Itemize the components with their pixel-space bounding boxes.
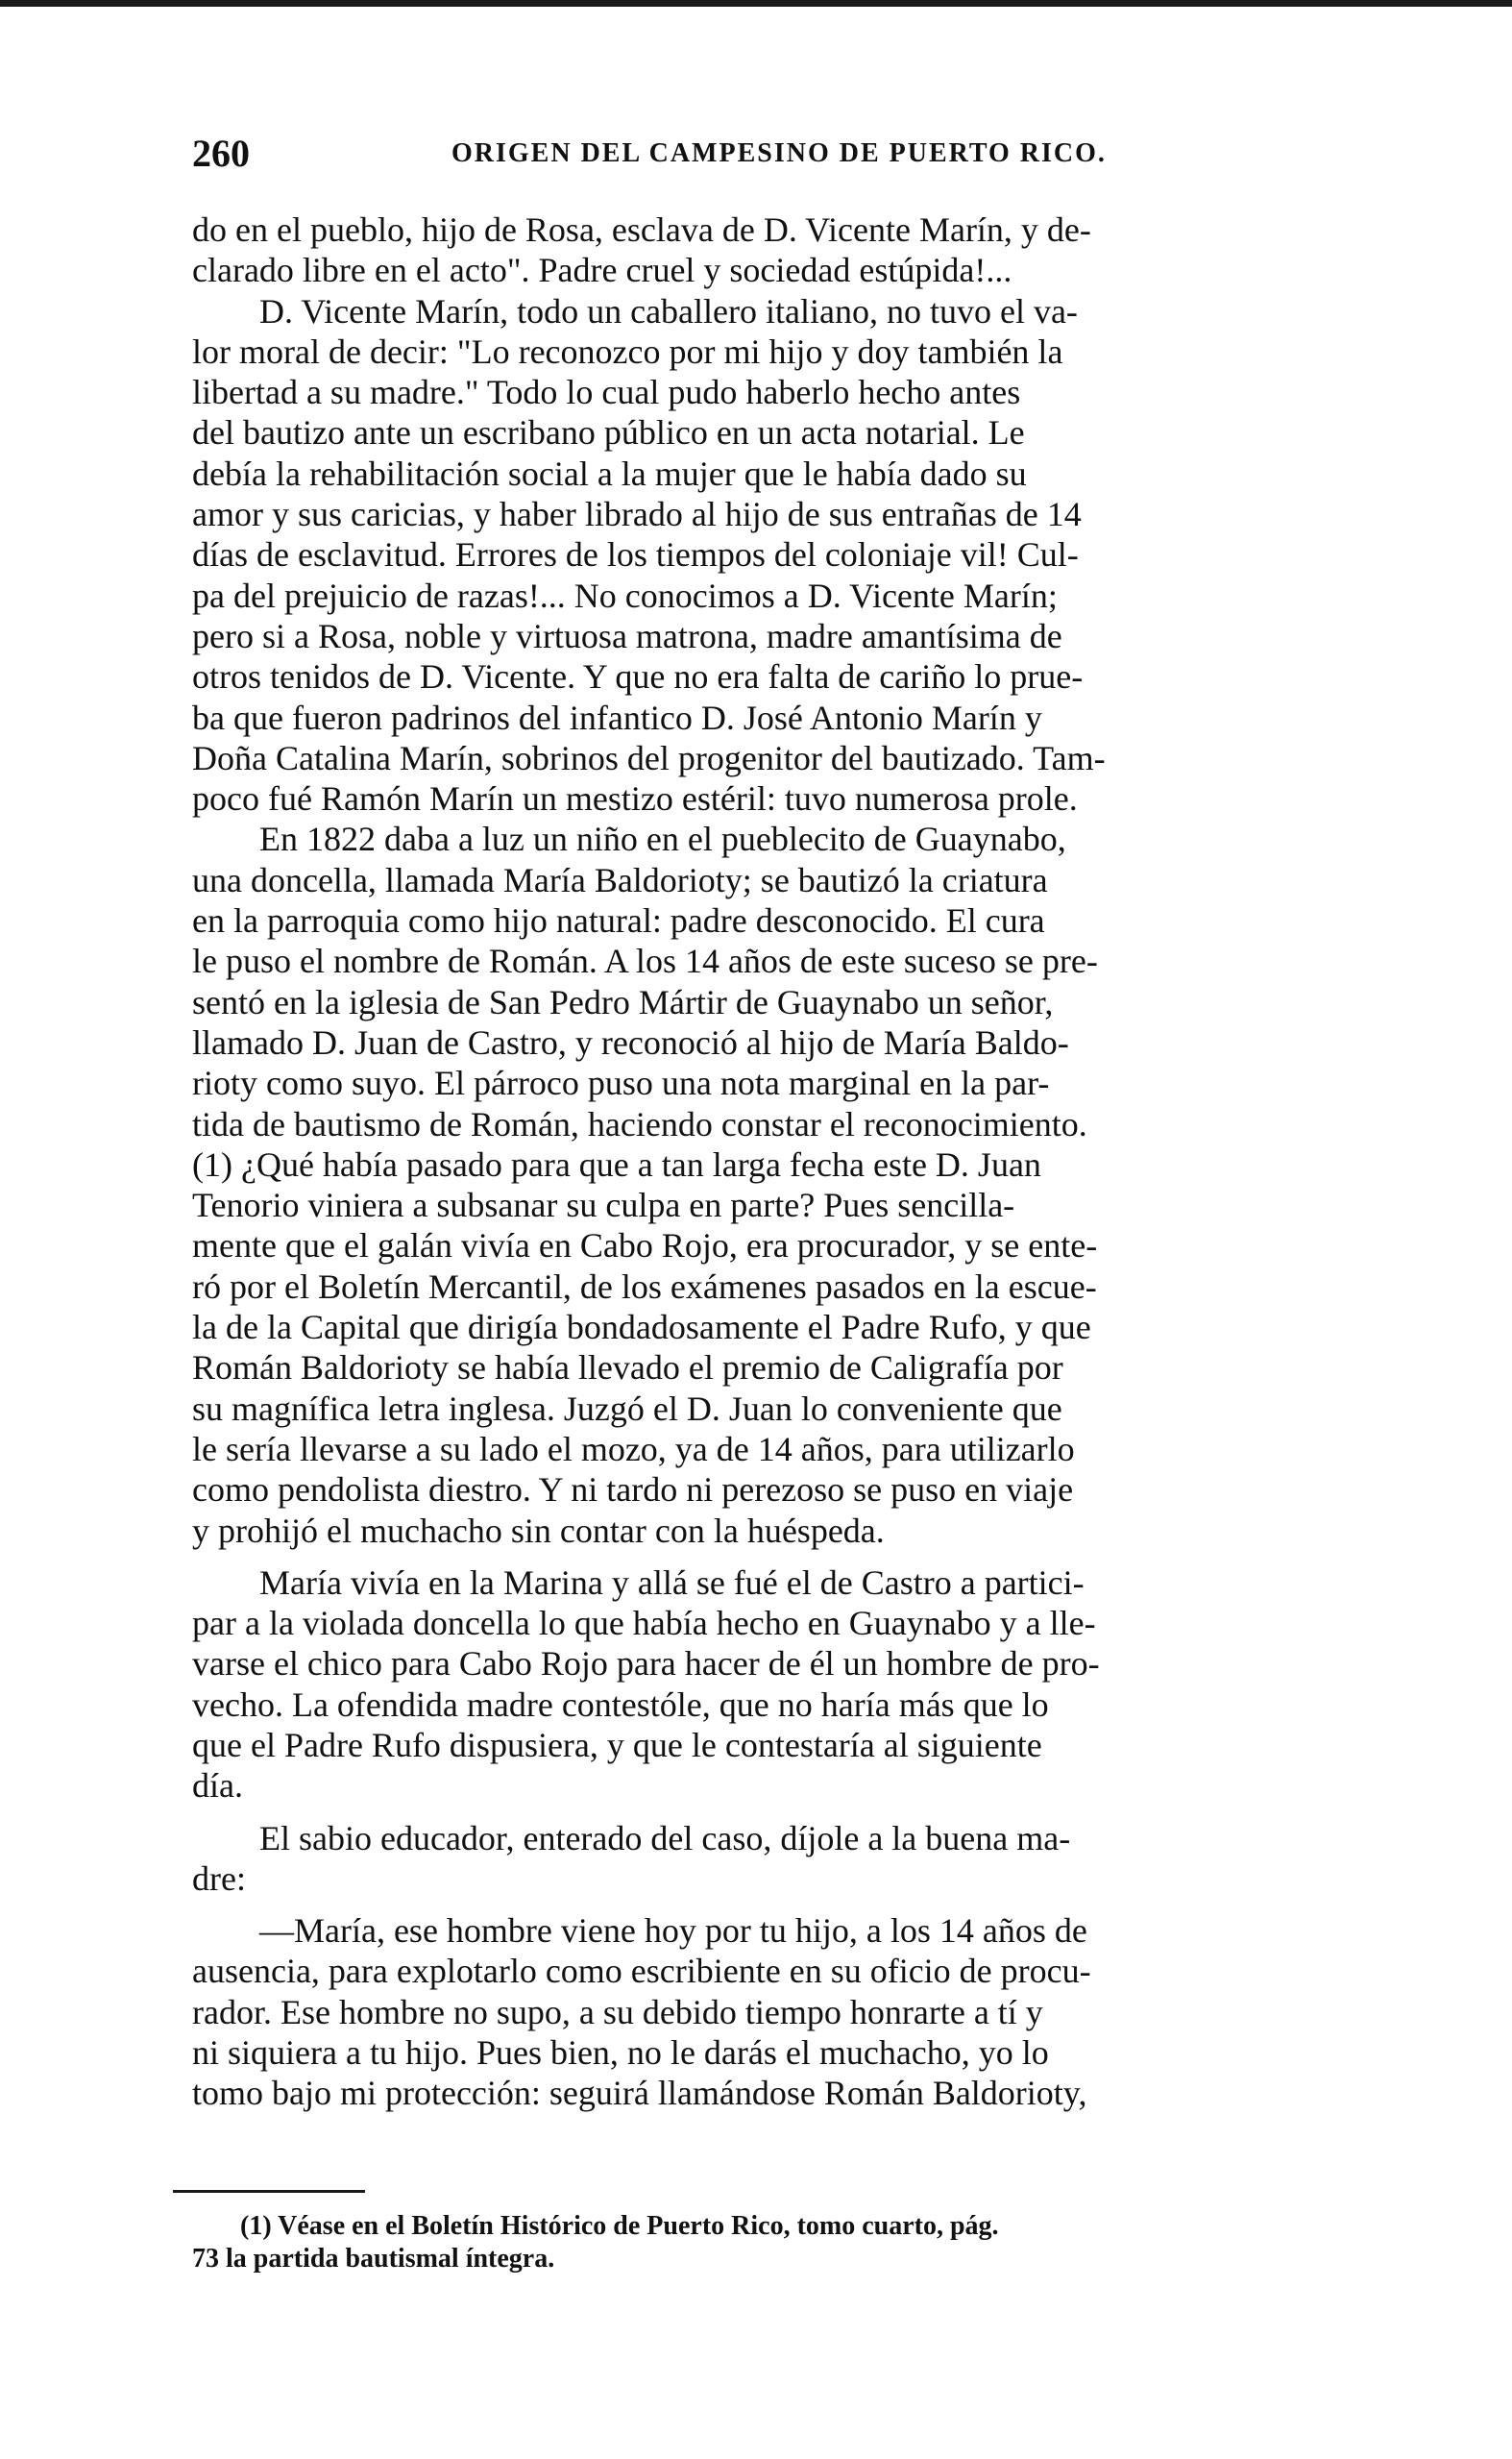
text-line: pero si a Rosa, noble y virtuosa matrona, madre amantísima de [192, 616, 1062, 655]
top-border-rule [0, 0, 1512, 7]
text-line: par a la violada doncella lo que había hecho en Guaynabo y a lle- [192, 1604, 1096, 1643]
text-line: y prohijó el muchacho sin contar con la huéspeda. [192, 1511, 885, 1550]
text-line: ni siquiera a tu hijo. Pues bien, no le darás el muchacho, yo lo [192, 2033, 1049, 2073]
text-line: amor y sus caricias, y haber librado al hijo de sus entrañas de 14 [192, 495, 1082, 534]
text-line: día. [192, 1766, 243, 1806]
text-line: como pendolista diestro. Y ni tardo ni perezoso se puso en viaje [192, 1470, 1074, 1510]
text-line: ró por el Boletín Mercantil, de los exámenes pasados en la escue- [192, 1266, 1097, 1306]
text-line: que el Padre Rufo dispusiera, y que le contestaría al siguiente [192, 1725, 1042, 1764]
page-number: 260 [192, 132, 250, 175]
text-line: vecho. La ofendida madre contestóle, que no haría más que lo [192, 1684, 1049, 1724]
text-line: llamado D. Juan de Castro, y reconoció al hijo de María Baldo- [192, 1022, 1069, 1062]
text-line: le sería llevarse a su lado el mozo, ya de 14 años, para utilizarlo [192, 1429, 1075, 1468]
text-line: del bautizo ante un escribano público en un acta notarial. Le [192, 413, 1025, 453]
footnote-divider [173, 2190, 365, 2193]
body-text [192, 209, 1388, 2114]
text-line: tomo bajo mi protección: seguirá llamándose Román Baldorioty, [192, 2074, 1087, 2113]
text-line: le puso el nombre de Román. A los 14 años de este suceso se pre- [192, 942, 1098, 981]
text-line: dre: [192, 1858, 246, 1898]
text-line: una doncella, llamada María Baldorioty; se bautizó la criatura [192, 860, 1048, 899]
text-line: D. Vicente Marín, todo un caballero italiano, no tuvo el va- [259, 291, 1078, 331]
footnote-line: (1) Véase en el Boletín Histórico de Puerto Rico, tomo cuarto, pág. [240, 2211, 999, 2241]
text-line: otros tenidos de D. Vicente. Y que no era falta de cariño lo prue- [192, 657, 1084, 697]
text-line: Tenorio viniera a subsanar su culpa en parte? Pues sencilla- [192, 1186, 1015, 1225]
text-line: ausencia, para explotarlo como escribiente en su oficio de procu- [192, 1952, 1091, 1991]
page-header [192, 125, 1388, 183]
text-line: en la parroquia como hijo natural: padre desconocido. El cura [192, 901, 1045, 941]
text-line: la de la Capital que dirigía bondadosamente el Padre Rufo, y que [192, 1308, 1091, 1347]
text-line: Doña Catalina Marín, sobrinos del progenitor del bautizado. Tam- [192, 738, 1106, 777]
text-line: —María, ese hombre viene hoy por tu hijo, a los 14 años de [259, 1911, 1087, 1951]
text-line: lor moral de decir: "Lo reconozco por mi hijo y doy también la [192, 332, 1063, 371]
text-line: poco fué Ramón Marín un mestizo estéril: tuvo numerosa prole. [192, 779, 1078, 819]
footnotes [192, 2210, 1388, 2275]
text-line: su magnífica letra inglesa. Juzgó el D. Juan lo conveniente que [192, 1389, 1062, 1428]
text-line: ba que fueron padrinos del infantico D. José Antonio Marín y [192, 698, 1042, 737]
text-line: varse el chico para Cabo Rojo para hacer de él un hombre de pro- [192, 1644, 1100, 1684]
running-title: ORIGEN DEL CAMPESINO DE PUERTO RICO. [451, 138, 1107, 168]
footnote-line: 73 la partida bautismal íntegra. [192, 2244, 555, 2274]
text-line: mente que el galán vivía en Cabo Rojo, era procurador, y se ente- [192, 1226, 1098, 1266]
text-line: rador. Ese hombre no supo, a su debido tiempo honrarte a tí y [192, 1992, 1043, 2031]
text-line: sentó en la iglesia de San Pedro Mártir de Guaynabo un señor, [192, 982, 1054, 1021]
text-line: libertad a su madre." Todo lo cual pudo haberlo hecho antes [192, 373, 1021, 412]
text-line: (1) ¿Qué había pasado para que a tan larga fecha este D. Juan [192, 1144, 1041, 1184]
text-line: do en el pueblo, hijo de Rosa, esclava de D. Vicente Marín, y de- [192, 210, 1091, 249]
text-line: rioty como suyo. El párroco puso una nota marginal en la par- [192, 1064, 1050, 1103]
text-line: María vivía en la Marina y allá se fué el de Castro a partici- [259, 1562, 1085, 1602]
text-line: pa del prejuicio de razas!... No conocimos a D. Vicente Marín; [192, 576, 1058, 615]
text-line: días de esclavitud. Errores de los tiempos del coloniaje vil! Cul- [192, 535, 1079, 575]
text-line: clarado libre en el acto". Padre cruel y sociedad estúpida!... [192, 251, 1012, 290]
text-line: debía la rehabilitación social a la mujer que le había dado su [192, 454, 1027, 493]
text-line: El sabio educador, enterado del caso, díjole a la buena ma- [259, 1818, 1071, 1857]
text-line: tida de bautismo de Román, haciendo constar el reconocimiento. [192, 1104, 1087, 1143]
text-line: En 1822 daba a luz un niño en el pueblecito de Guaynabo, [259, 820, 1066, 859]
text-line: Román Baldorioty se había llevado el premio de Caligrafía por [192, 1348, 1063, 1388]
